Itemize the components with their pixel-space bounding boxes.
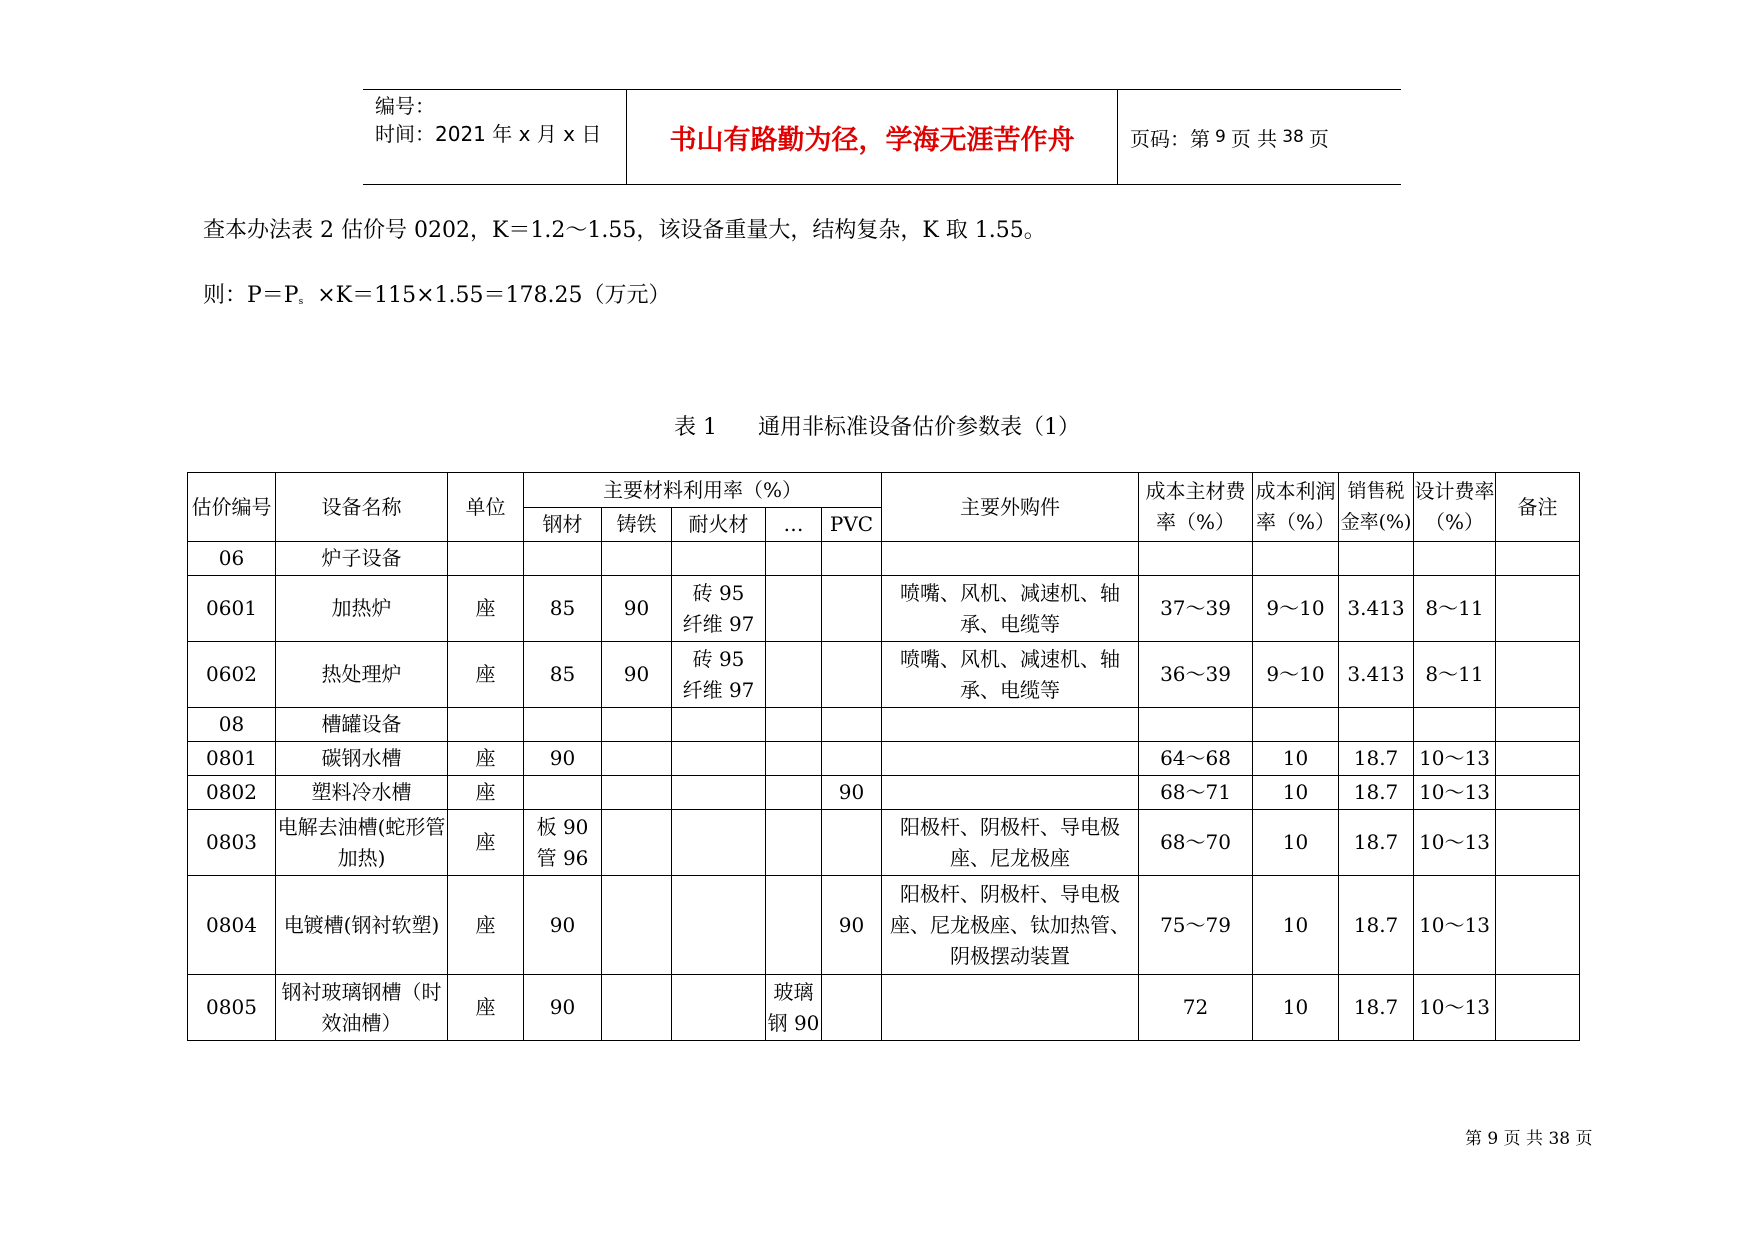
cell-remark [1496, 708, 1580, 742]
cell-profit: 9～10 [1253, 576, 1339, 642]
header-remark: 备注 [1496, 473, 1580, 542]
table-row [188, 542, 1580, 576]
table-body [188, 542, 1580, 1041]
cell-tax: 3.413 [1339, 642, 1414, 708]
cell-cast-iron [602, 742, 672, 776]
cell-profit: 10 [1253, 975, 1339, 1041]
cell-name: 碳钢水槽 [276, 742, 448, 776]
cell-design: 10～13 [1414, 810, 1496, 876]
header-design: 设计费率（%） [1414, 473, 1496, 542]
header-steel: 钢材 [524, 508, 602, 542]
parameter-table [187, 472, 1580, 1041]
cell-pvc [822, 810, 882, 876]
cell-refractory: 砖 95 纤维 97 [672, 576, 766, 642]
cell-cost-material: 72 [1139, 975, 1253, 1041]
cell-pvc: 90 [822, 876, 882, 975]
cell-code: 0602 [188, 642, 276, 708]
cell-tax: 18.7 [1339, 876, 1414, 975]
cell-profit: 10 [1253, 876, 1339, 975]
cell-tax: 18.7 [1339, 776, 1414, 810]
cell-name: 炉子设备 [276, 542, 448, 576]
cell-purchased: 阳极杆、阴极杆、导电极座、尼龙极座、钛加热管、阴极摆动装置 [882, 876, 1139, 975]
cell-pvc [822, 742, 882, 776]
cell-unit: 座 [448, 810, 524, 876]
cell-cost-material: 75～79 [1139, 876, 1253, 975]
cell-remark [1496, 810, 1580, 876]
page-total: 38 [1282, 127, 1304, 147]
cell-code: 0805 [188, 975, 276, 1041]
cell-code: 0801 [188, 742, 276, 776]
cell-cost-material [1139, 708, 1253, 742]
cell-cost-material [1139, 542, 1253, 576]
cell-profit [1253, 708, 1339, 742]
cell-cast-iron: 90 [602, 576, 672, 642]
time-label: 时间：2021 年 x 月 x 日 [375, 122, 602, 146]
cell-ellipsis: 玻璃钢 90 [766, 975, 822, 1041]
cell-code: 0803 [188, 810, 276, 876]
cell-name: 加热炉 [276, 576, 448, 642]
cell-remark [1496, 975, 1580, 1041]
cell-ellipsis [766, 642, 822, 708]
cell-name: 槽罐设备 [276, 708, 448, 742]
cell-code: 0804 [188, 876, 276, 975]
page-prefix: 页码：第 [1130, 126, 1210, 151]
cell-remark [1496, 576, 1580, 642]
cell-design: 10～13 [1414, 742, 1496, 776]
cell-design [1414, 708, 1496, 742]
document-header [363, 89, 1401, 185]
footer-total: 38 [1548, 1129, 1571, 1149]
cell-purchased [882, 708, 1139, 742]
cell-ellipsis [766, 542, 822, 576]
cell-pvc [822, 708, 882, 742]
cell-steel: 90 [524, 876, 602, 975]
cell-profit: 10 [1253, 776, 1339, 810]
cell-cast-iron [602, 542, 672, 576]
header-purchased: 主要外购件 [882, 473, 1139, 542]
cell-purchased [882, 975, 1139, 1041]
cell-cost-material: 64～68 [1139, 742, 1253, 776]
cell-refractory [672, 708, 766, 742]
cell-steel: 板 90 管 96 [524, 810, 602, 876]
header-ellipsis: … [766, 508, 822, 542]
cell-design: 8～11 [1414, 642, 1496, 708]
cell-unit: 座 [448, 776, 524, 810]
table-row [188, 876, 1580, 975]
cell-profit: 10 [1253, 810, 1339, 876]
cell-unit [448, 708, 524, 742]
page-middle: 页 共 [1230, 126, 1278, 151]
cell-purchased [882, 742, 1139, 776]
cell-code: 0802 [188, 776, 276, 810]
header-tax: 销售税金率(%) [1339, 473, 1414, 542]
header-page-indicator [1118, 90, 1401, 184]
header-code: 估价编号 [188, 473, 276, 542]
cell-unit: 座 [448, 576, 524, 642]
cell-ellipsis [766, 708, 822, 742]
cell-ellipsis [766, 576, 822, 642]
cell-purchased [882, 542, 1139, 576]
header-cost-material: 成本主材费率（%） [1139, 473, 1253, 542]
cell-purchased: 喷嘴、风机、减速机、轴承、电缆等 [882, 642, 1139, 708]
cell-name: 电镀槽(钢衬软塑) [276, 876, 448, 975]
cell-name: 电解去油槽(蛇形管加热) [276, 810, 448, 876]
cell-design: 10～13 [1414, 876, 1496, 975]
cell-remark [1496, 542, 1580, 576]
cell-refractory [672, 810, 766, 876]
cell-cast-iron [602, 776, 672, 810]
cell-design: 10～13 [1414, 975, 1496, 1041]
cell-pvc [822, 642, 882, 708]
cell-pvc: 90 [822, 776, 882, 810]
cell-pvc [822, 975, 882, 1041]
cell-ellipsis [766, 742, 822, 776]
header-info-cell [363, 90, 627, 184]
cell-unit: 座 [448, 642, 524, 708]
table-row [188, 975, 1580, 1041]
cell-design: 10～13 [1414, 776, 1496, 810]
cell-steel: 90 [524, 742, 602, 776]
cell-name: 热处理炉 [276, 642, 448, 708]
cell-tax [1339, 542, 1414, 576]
formula-rhs: ×K＝115×1.55＝178.25（万元） [317, 283, 671, 308]
cell-refractory [672, 542, 766, 576]
cell-tax: 18.7 [1339, 975, 1414, 1041]
page-footer [1465, 1124, 1593, 1149]
table-title-text: 通用非标准设备估价参数表（1） [758, 415, 1080, 440]
cell-purchased [882, 776, 1139, 810]
cell-code: 06 [188, 542, 276, 576]
table-row [188, 742, 1580, 776]
cell-tax: 18.7 [1339, 810, 1414, 876]
formula-subscript: s [298, 297, 304, 307]
number-label: 编号： [375, 94, 435, 118]
page-suffix: 页 [1308, 126, 1329, 151]
cell-pvc [822, 542, 882, 576]
cell-cost-material: 68～71 [1139, 776, 1253, 810]
cell-profit: 10 [1253, 742, 1339, 776]
cell-refractory [672, 776, 766, 810]
footer-mid: 页 共 [1503, 1129, 1544, 1149]
header-motto: 书山有路勤为径，学海无涯苦作舟 [627, 90, 1118, 184]
footer-pre: 第 [1465, 1129, 1482, 1149]
cell-profit [1253, 542, 1339, 576]
header-pvc: PVC [822, 508, 882, 542]
header-name: 设备名称 [276, 473, 448, 542]
cell-name: 钢衬玻璃钢槽（时效油槽） [276, 975, 448, 1041]
cell-cast-iron [602, 975, 672, 1041]
cell-cost-material: 37～39 [1139, 576, 1253, 642]
table-row [188, 642, 1580, 708]
cell-code: 0601 [188, 576, 276, 642]
cell-design: 8～11 [1414, 576, 1496, 642]
footer-post: 页 [1575, 1129, 1593, 1149]
header-material-group: 主要材料利用率（%） [524, 473, 882, 508]
cell-design [1414, 542, 1496, 576]
cell-cast-iron [602, 876, 672, 975]
body-paragraph-1: 查本办法表 2 估价号 0202，K＝1.2～1.55，该设备重量大，结构复杂，K 取 1.55。 [203, 218, 1046, 243]
formula-lhs: 则：P＝P [203, 283, 299, 308]
cell-cast-iron: 90 [602, 642, 672, 708]
cell-remark [1496, 776, 1580, 810]
table-row [188, 576, 1580, 642]
cell-refractory [672, 975, 766, 1041]
cell-cast-iron [602, 810, 672, 876]
cell-purchased: 阳极杆、阴极杆、导电极座、尼龙极座 [882, 810, 1139, 876]
table-row [188, 810, 1580, 876]
cell-remark [1496, 876, 1580, 975]
cell-unit: 座 [448, 742, 524, 776]
cell-steel: 85 [524, 642, 602, 708]
cell-tax [1339, 708, 1414, 742]
cell-steel: 85 [524, 576, 602, 642]
cell-refractory: 砖 95 纤维 97 [672, 642, 766, 708]
cell-unit [448, 542, 524, 576]
cell-steel: 90 [524, 975, 602, 1041]
header-refractory: 耐火材 [672, 508, 766, 542]
cell-refractory [672, 742, 766, 776]
cell-unit: 座 [448, 876, 524, 975]
cell-remark [1496, 742, 1580, 776]
cell-profit: 9～10 [1253, 642, 1339, 708]
cell-cast-iron [602, 708, 672, 742]
cell-tax: 3.413 [1339, 576, 1414, 642]
header-unit: 单位 [448, 473, 524, 542]
cell-steel [524, 776, 602, 810]
table-number: 表 1 [674, 415, 717, 440]
cell-unit: 座 [448, 975, 524, 1041]
cell-steel [524, 708, 602, 742]
cell-name: 塑料冷水槽 [276, 776, 448, 810]
table-row [188, 776, 1580, 810]
cell-purchased: 喷嘴、风机、减速机、轴承、电缆等 [882, 576, 1139, 642]
cell-tax: 18.7 [1339, 742, 1414, 776]
cell-steel [524, 542, 602, 576]
cell-ellipsis [766, 876, 822, 975]
cell-remark [1496, 642, 1580, 708]
header-profit: 成本利润率（%） [1253, 473, 1339, 542]
body-paragraph-2 [203, 278, 671, 309]
footer-current: 9 [1487, 1129, 1499, 1149]
cell-pvc [822, 576, 882, 642]
cell-cost-material: 68～70 [1139, 810, 1253, 876]
cell-ellipsis [766, 776, 822, 810]
cell-cost-material: 36～39 [1139, 642, 1253, 708]
table-row [188, 708, 1580, 742]
cell-refractory [672, 876, 766, 975]
header-cast-iron: 铸铁 [602, 508, 672, 542]
cell-code: 08 [188, 708, 276, 742]
page-current: 9 [1215, 127, 1226, 147]
cell-ellipsis [766, 810, 822, 876]
table-title [0, 410, 1754, 441]
